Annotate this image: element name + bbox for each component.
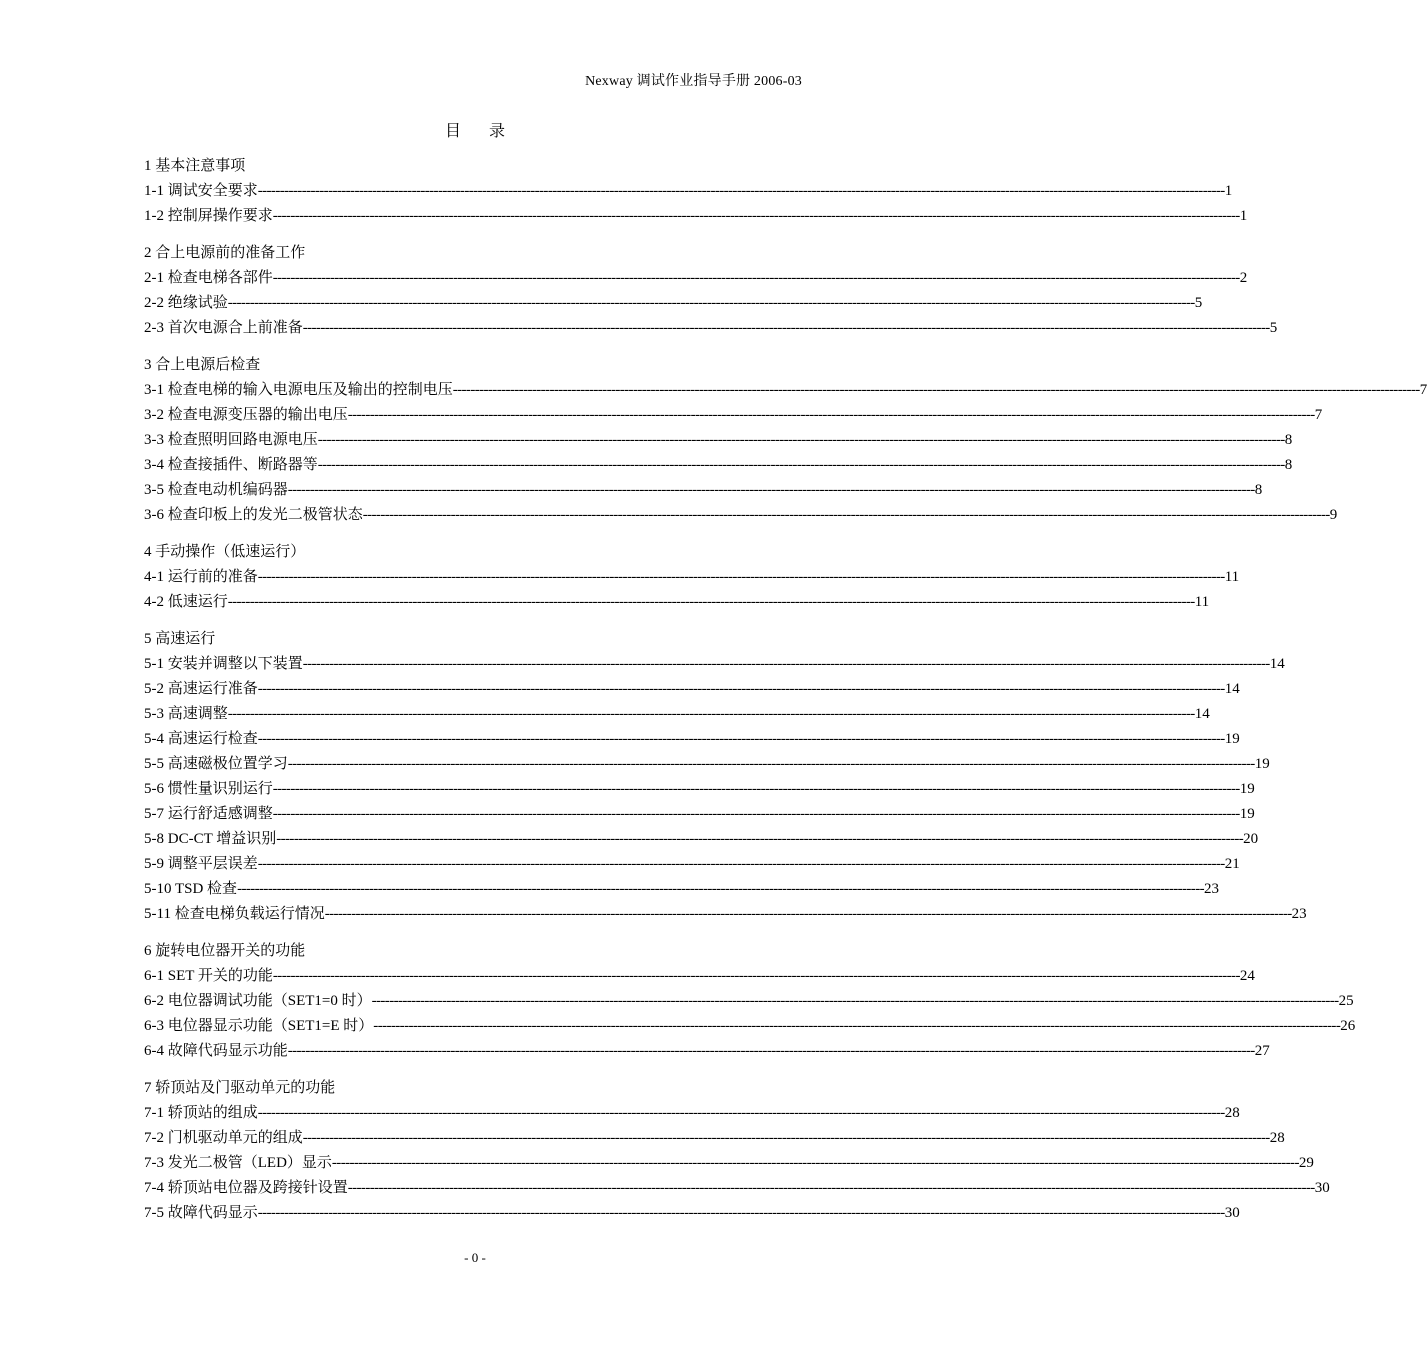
toc-entry-label: 3-6 检查印板上的发光二极管状态 <box>144 507 363 523</box>
toc-leader-dashes: ---------------------------------------------------------------------------------------------------------------------------------------------------------------------------------------------------------------------------- <box>302 1130 1270 1146</box>
toc-entry[interactable] <box>144 1101 1240 1126</box>
toc-leader-dashes: ---------------------------------------------------------------------------------------------------------------------------------------------------------------------------------------------------------------------------- <box>257 183 1225 199</box>
toc-entry-label: 6-4 故障代码显示功能 <box>144 1043 288 1059</box>
toc-entry-page: 21 <box>1224 856 1240 872</box>
toc-leader-dashes: ---------------------------------------------------------------------------------------------------------------------------------------------------------------------------------------------------------------------------- <box>272 781 1240 797</box>
toc-entry-label: 1-1 调试安全要求 <box>144 183 258 199</box>
toc-entry-page: 5 <box>1194 295 1203 311</box>
toc-leader-dashes: ---------------------------------------------------------------------------------------------------------------------------------------------------------------------------------------------------------------------------- <box>257 569 1225 585</box>
toc-entry[interactable] <box>144 1176 1330 1201</box>
toc-entry[interactable] <box>144 1151 1314 1176</box>
toc-entry[interactable] <box>144 652 1285 677</box>
toc-leader-dashes: ---------------------------------------------------------------------------------------------------------------------------------------------------------------------------------------------------------------------------- <box>227 594 1195 610</box>
toc-entry-label: 3-5 检查电动机编码器 <box>144 482 288 498</box>
toc-entry-label: 2-3 首次电源合上前准备 <box>144 320 303 336</box>
toc-section <box>144 241 1278 341</box>
toc-entry-label: 2-2 绝缘试验 <box>144 295 228 311</box>
toc-section <box>144 154 1248 229</box>
toc-leader-dashes: ---------------------------------------------------------------------------------------------------------------------------------------------------------------------------------------------------------------------------- <box>347 407 1315 423</box>
toc-entry-page: 30 <box>1224 1205 1240 1221</box>
toc-entry-label: 7-4 轿顶站电位器及跨接针设置 <box>144 1180 348 1196</box>
toc-entry-page: 14 <box>1224 681 1240 697</box>
toc-leader-dashes: ---------------------------------------------------------------------------------------------------------------------------------------------------------------------------------------------------------------------------- <box>287 756 1255 772</box>
toc-leader-dashes: ---------------------------------------------------------------------------------------------------------------------------------------------------------------------------------------------------------------------------- <box>272 270 1240 286</box>
toc-entry-page: 14 <box>1269 656 1285 672</box>
toc-entry-label: 7-3 发光二极管（LED）显示 <box>144 1155 332 1171</box>
toc-entry[interactable] <box>144 590 1210 615</box>
toc-entry[interactable] <box>144 1039 1270 1064</box>
toc-leader-dashes: ---------------------------------------------------------------------------------------------------------------------------------------------------------------------------------------------------------------------------- <box>324 906 1292 922</box>
toc-leader-dashes: ---------------------------------------------------------------------------------------------------------------------------------------------------------------------------------------------------------------------------- <box>317 432 1285 448</box>
toc-leader-dashes: ---------------------------------------------------------------------------------------------------------------------------------------------------------------------------------------------------------------------------- <box>287 1043 1255 1059</box>
toc-leader-dashes: ---------------------------------------------------------------------------------------------------------------------------------------------------------------------------------------------------------------------------- <box>371 993 1339 1009</box>
toc-leader-dashes: ---------------------------------------------------------------------------------------------------------------------------------------------------------------------------------------------------------------------------- <box>331 1155 1299 1171</box>
toc-leader-dashes: ---------------------------------------------------------------------------------------------------------------------------------------------------------------------------------------------------------------------------- <box>257 731 1225 747</box>
toc-entry-label: 6-3 电位器显示功能（SET1=E 时） <box>144 1018 374 1034</box>
toc-entry[interactable] <box>144 852 1240 877</box>
toc-entry-page: 7 <box>1314 407 1323 423</box>
toc-entry-label: 5-4 高速运行检查 <box>144 731 258 747</box>
toc-section-heading: 2 合上电源前的准备工作 <box>144 245 306 261</box>
toc-leader-dashes: ---------------------------------------------------------------------------------------------------------------------------------------------------------------------------------------------------------------------------- <box>373 1018 1341 1034</box>
toc-entry[interactable] <box>144 702 1210 727</box>
toc-entry-label: 7-1 轿顶站的组成 <box>144 1105 258 1121</box>
toc-section <box>144 540 1240 615</box>
toc-entry[interactable] <box>144 565 1240 590</box>
toc-entry[interactable] <box>144 1014 1356 1039</box>
toc-entry-label: 3-3 检查照明回路电源电压 <box>144 432 318 448</box>
toc-leader-dashes: ---------------------------------------------------------------------------------------------------------------------------------------------------------------------------------------------------------------------------- <box>227 706 1195 722</box>
toc-entry-label: 4-2 低速运行 <box>144 594 228 610</box>
toc-leader-dashes: ---------------------------------------------------------------------------------------------------------------------------------------------------------------------------------------------------------------------------- <box>347 1180 1315 1196</box>
toc-leader-dashes: ---------------------------------------------------------------------------------------------------------------------------------------------------------------------------------------------------------------------------- <box>302 656 1270 672</box>
toc-entry-page: 9 <box>1329 507 1338 523</box>
toc-entry-page: 5 <box>1269 320 1278 336</box>
toc-entry[interactable] <box>144 453 1293 478</box>
toc-leader-dashes: ---------------------------------------------------------------------------------------------------------------------------------------------------------------------------------------------------------------------------- <box>317 457 1285 473</box>
toc-entry-label: 4-1 运行前的准备 <box>144 569 258 585</box>
toc-entry-label: 7-2 门机驱动单元的组成 <box>144 1130 303 1146</box>
toc-entry[interactable] <box>144 727 1240 752</box>
toc-entry-page: 14 <box>1194 706 1210 722</box>
toc-entry-page: 7 <box>1419 382 1427 398</box>
toc-leader-dashes: ---------------------------------------------------------------------------------------------------------------------------------------------------------------------------------------------------------------------------- <box>302 320 1270 336</box>
toc-title-char-1: 目 <box>444 123 461 140</box>
toc-entry-page: 11 <box>1194 594 1210 610</box>
toc-entry-label: 6-2 电位器调试功能（SET1=0 时） <box>144 993 372 1009</box>
toc-entry[interactable] <box>144 503 1338 528</box>
toc-entry[interactable] <box>144 266 1248 291</box>
toc-entry[interactable] <box>144 989 1354 1014</box>
page-number: - 0 - <box>464 1250 486 1265</box>
toc-entry[interactable] <box>144 902 1307 927</box>
toc-leader-dashes: ---------------------------------------------------------------------------------------------------------------------------------------------------------------------------------------------------------------------------- <box>257 1105 1225 1121</box>
toc-entry[interactable] <box>144 316 1278 341</box>
toc-entry-label: 5-3 高速调整 <box>144 706 228 722</box>
toc-entry-label: 3-4 检查接插件、断路器等 <box>144 457 318 473</box>
toc-entry-page: 23 <box>1204 881 1219 897</box>
toc-entry[interactable] <box>144 1201 1240 1226</box>
toc-entry-page: 19 <box>1254 756 1270 772</box>
toc-entry[interactable] <box>144 752 1270 777</box>
toc-entry[interactable] <box>144 827 1259 852</box>
toc-entry-page: 8 <box>1284 457 1293 473</box>
toc-entry-page: 23 <box>1291 906 1307 922</box>
toc-entry[interactable] <box>144 204 1248 229</box>
toc-section-heading: 5 高速运行 <box>144 631 216 647</box>
toc-entry-page: 19 <box>1224 731 1240 747</box>
toc-entry-label: 5-9 调整平层误差 <box>144 856 258 872</box>
toc-leader-dashes: ---------------------------------------------------------------------------------------------------------------------------------------------------------------------------------------------------------------------------- <box>452 382 1420 398</box>
toc-entry-page: 26 <box>1340 1018 1356 1034</box>
toc-entry-label: 5-2 高速运行准备 <box>144 681 258 697</box>
toc-entry[interactable] <box>144 179 1233 204</box>
toc-entry-label: 3-2 检查电源变压器的输出电压 <box>144 407 348 423</box>
toc-entry-page: 28 <box>1269 1130 1285 1146</box>
toc-leader-dashes: ---------------------------------------------------------------------------------------------------------------------------------------------------------------------------------------------------------------------------- <box>257 1205 1225 1221</box>
toc-section-heading: 6 旋转电位器开关的功能 <box>144 943 306 959</box>
toc-section <box>144 353 1427 528</box>
toc-section-heading: 4 手动操作（低速运行） <box>144 544 306 560</box>
toc-entry-page: 24 <box>1239 968 1255 984</box>
toc-title <box>0 118 950 141</box>
toc-entry-label: 5-10 TSD 检查 <box>144 881 238 897</box>
toc-title-char-2: 录 <box>489 123 506 140</box>
toc-entry-label: 6-1 SET 开关的功能 <box>144 968 273 984</box>
toc-leader-dashes: ---------------------------------------------------------------------------------------------------------------------------------------------------------------------------------------------------------------------------- <box>257 856 1225 872</box>
toc-entry[interactable] <box>144 877 1219 902</box>
toc-leader-dashes: ---------------------------------------------------------------------------------------------------------------------------------------------------------------------------------------------------------------------------- <box>237 881 1204 897</box>
toc-entry-page: 19 <box>1239 806 1255 822</box>
toc-section-heading: 3 合上电源后检查 <box>144 357 261 373</box>
toc-section-heading: 7 轿顶站及门驱动单元的功能 <box>144 1080 336 1096</box>
toc-entry-page: 20 <box>1243 831 1259 847</box>
toc-entry-label: 5-5 高速磁极位置学习 <box>144 756 288 772</box>
toc-entry-label: 2-1 检查电梯各部件 <box>144 270 273 286</box>
toc-leader-dashes: ---------------------------------------------------------------------------------------------------------------------------------------------------------------------------------------------------------------------------- <box>276 831 1244 847</box>
toc-entry-page: 27 <box>1254 1043 1270 1059</box>
toc-entry[interactable] <box>144 802 1255 827</box>
toc-entry[interactable] <box>144 378 1427 403</box>
toc-leader-dashes: ---------------------------------------------------------------------------------------------------------------------------------------------------------------------------------------------------------------------------- <box>272 968 1240 984</box>
toc-entry-label: 5-7 运行舒适感调整 <box>144 806 273 822</box>
toc-leader-dashes: ---------------------------------------------------------------------------------------------------------------------------------------------------------------------------------------------------------------------------- <box>272 208 1240 224</box>
toc-entry[interactable] <box>144 291 1203 316</box>
table-of-contents <box>144 154 1427 1238</box>
toc-entry-page: 29 <box>1298 1155 1314 1171</box>
toc-section <box>144 939 1356 1064</box>
toc-leader-dashes: ---------------------------------------------------------------------------------------------------------------------------------------------------------------------------------------------------------------------------- <box>362 507 1330 523</box>
toc-entry-page: 8 <box>1284 432 1293 448</box>
toc-entry-page: 19 <box>1239 781 1255 797</box>
toc-entry[interactable] <box>144 428 1293 453</box>
toc-entry-label: 3-1 检查电梯的输入电源电压及输出的控制电压 <box>144 382 453 398</box>
toc-entry-page: 30 <box>1314 1180 1330 1196</box>
toc-entry[interactable] <box>144 964 1255 989</box>
toc-leader-dashes: ---------------------------------------------------------------------------------------------------------------------------------------------------------------------------------------------------------------------------- <box>272 806 1240 822</box>
toc-entry-label: 5-1 安装并调整以下装置 <box>144 656 303 672</box>
toc-entry-page: 11 <box>1224 569 1240 585</box>
toc-entry[interactable] <box>144 478 1263 503</box>
toc-entry-label: 5-6 惯性量识别运行 <box>144 781 273 797</box>
toc-entry[interactable] <box>144 677 1240 702</box>
toc-leader-dashes: ---------------------------------------------------------------------------------------------------------------------------------------------------------------------------------------------------------------------------- <box>257 681 1225 697</box>
toc-entry-page: 28 <box>1224 1105 1240 1121</box>
toc-leader-dashes: ---------------------------------------------------------------------------------------------------------------------------------------------------------------------------------------------------------------------------- <box>227 295 1195 311</box>
toc-entry-page: 8 <box>1254 482 1263 498</box>
toc-entry-label: 1-2 控制屏操作要求 <box>144 208 273 224</box>
toc-entry-page: 1 <box>1224 183 1233 199</box>
toc-leader-dashes: ---------------------------------------------------------------------------------------------------------------------------------------------------------------------------------------------------------------------------- <box>287 482 1255 498</box>
toc-entry-label: 5-8 DC-CT 增益识别 <box>144 831 277 847</box>
toc-entry-page: 1 <box>1239 208 1248 224</box>
toc-entry-label: 5-11 检查电梯负载运行情况 <box>144 906 325 922</box>
page-header: Nexway 调试作业指导手册 2006-03 <box>585 74 802 89</box>
toc-entry[interactable] <box>144 403 1323 428</box>
toc-section <box>144 627 1307 927</box>
toc-entry[interactable] <box>144 777 1255 802</box>
toc-entry-page: 2 <box>1239 270 1248 286</box>
toc-section-heading: 1 基本注意事项 <box>144 158 246 174</box>
toc-section <box>144 1076 1330 1226</box>
toc-entry[interactable] <box>144 1126 1285 1151</box>
toc-entry-label: 7-5 故障代码显示 <box>144 1205 258 1221</box>
toc-entry-page: 25 <box>1338 993 1354 1009</box>
